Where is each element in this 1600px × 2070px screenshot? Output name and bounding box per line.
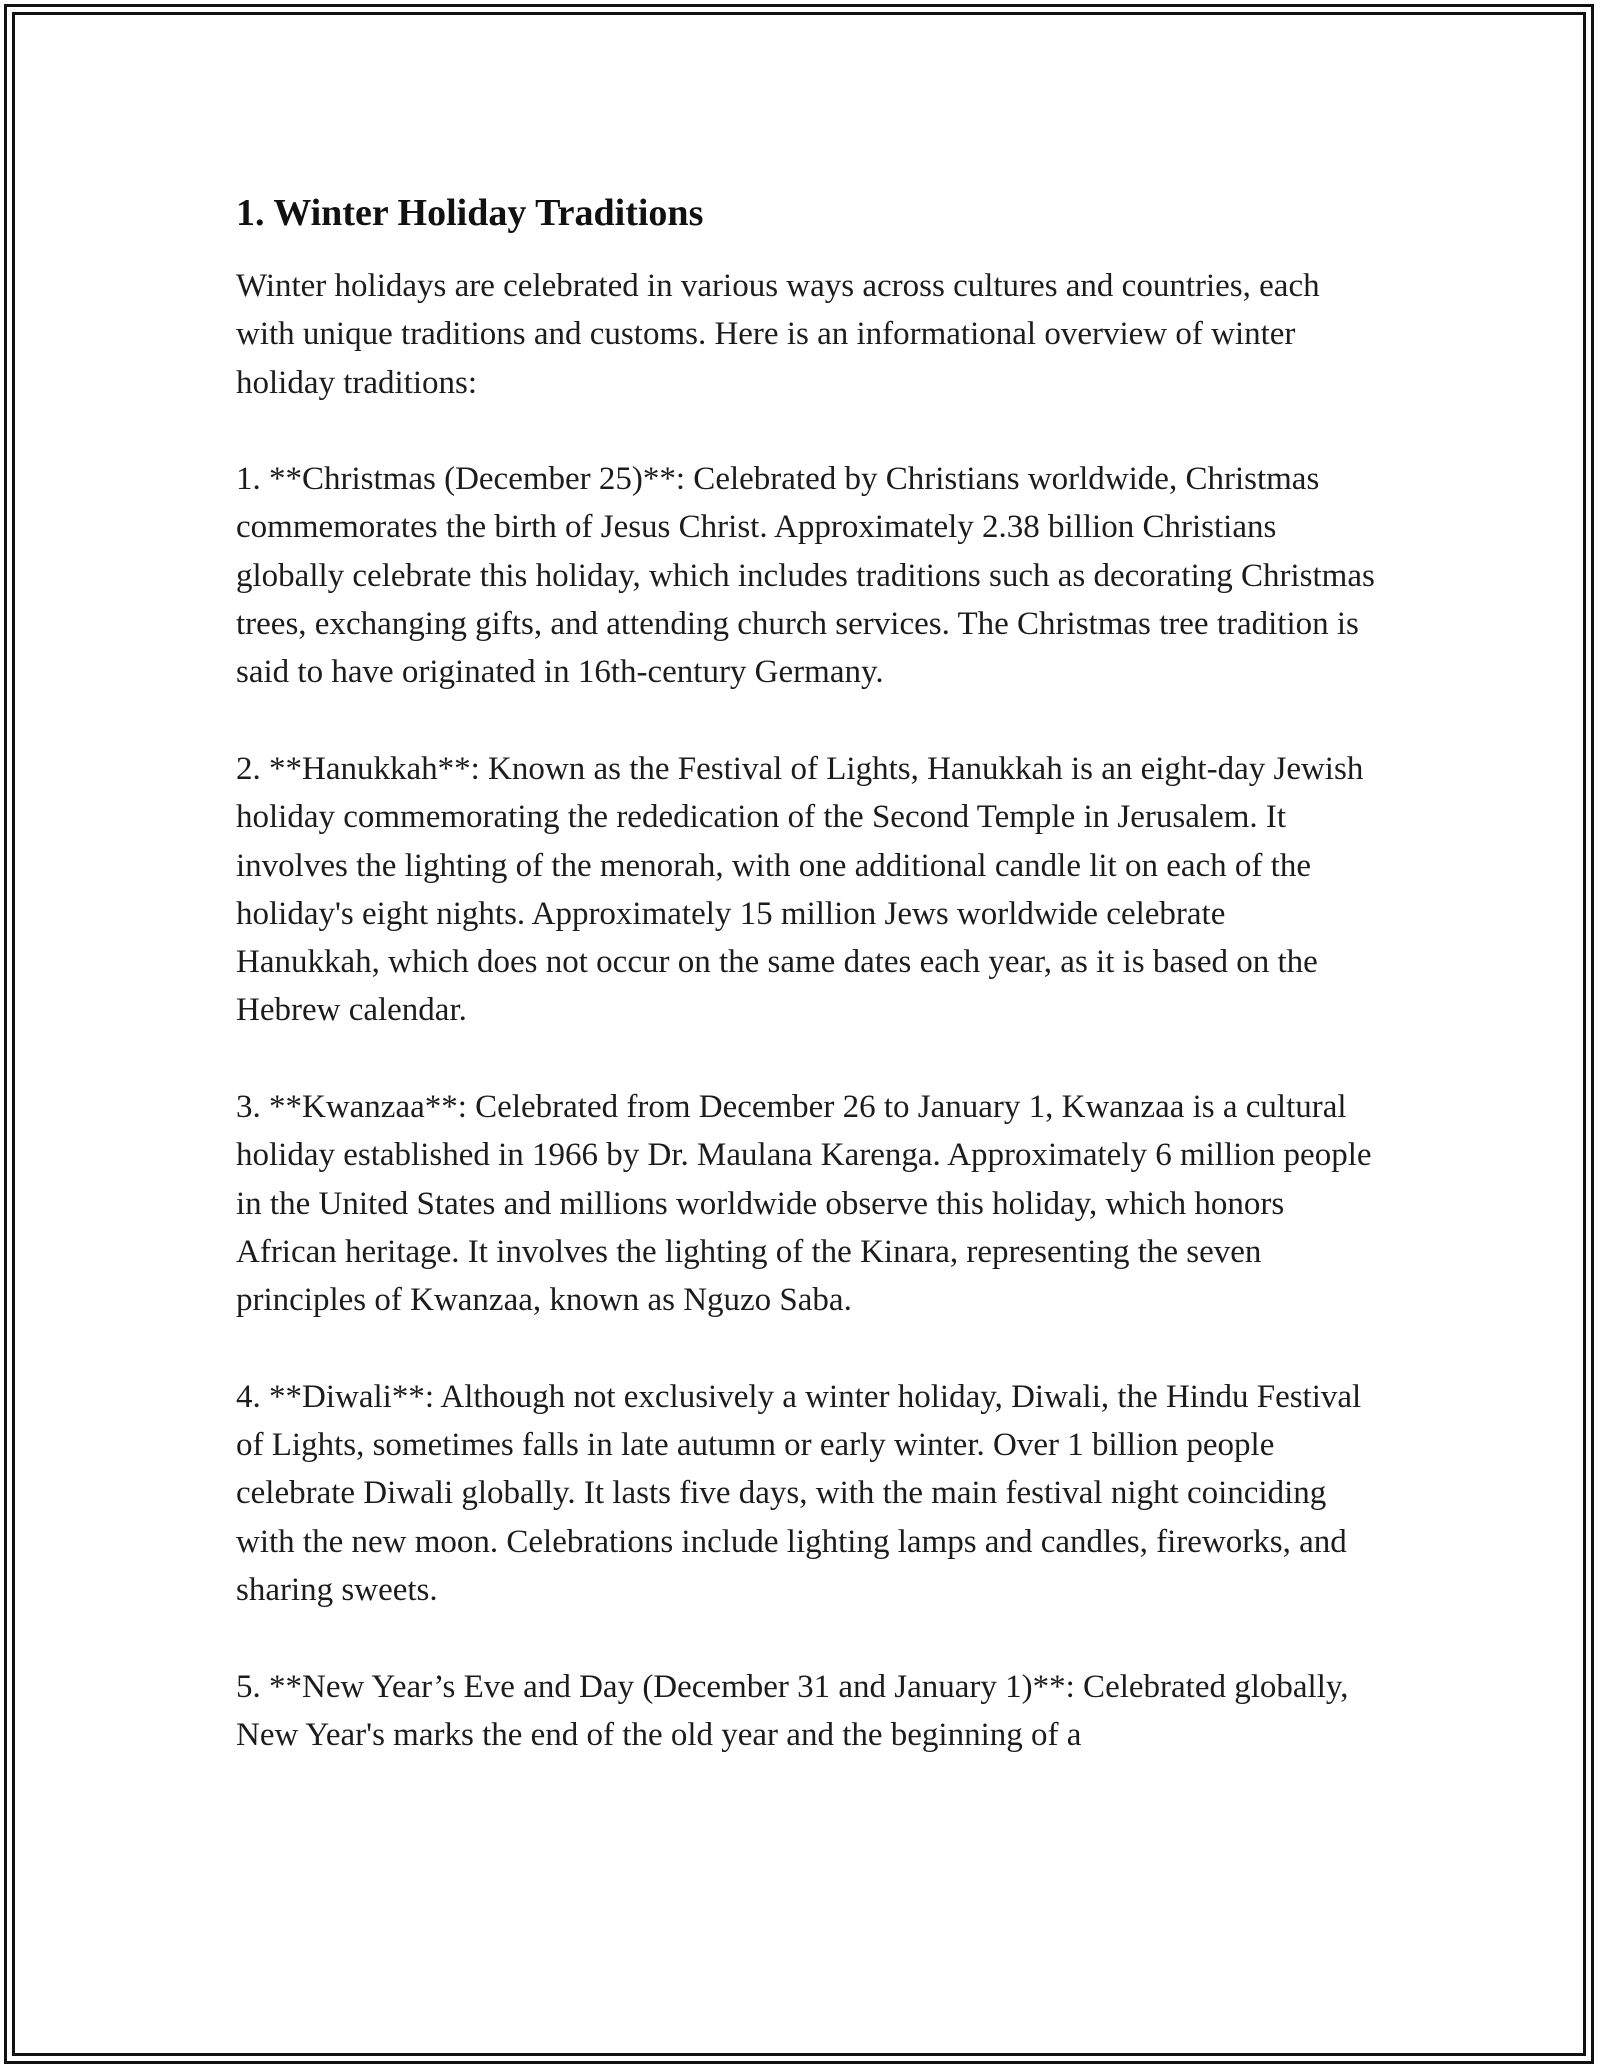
diwali-paragraph: 4. **Diwali**: Although not exclusively a winter holiday, Diwali, the Hindu Festival of Lights, sometimes falls in late autumn or early winter. Over 1 billion people celebrate Diwali globally. It lasts five days, with the main festival night coinciding with the new moon. Celebrations include lighting lamps and candles, fireworks, and sharing sweets. [236,1378,1362,1609]
hanukkah-paragraph: 2. **Hanukkah**: Known as the Festival of Lights, Hanukkah is an eight-day Jewish holiday commemorating the rededication of the Second Temple in Jerusalem. It involves the lighting of the menorah, with one additional candle lit on each of the holiday's eight nights. Approximately 15 million Jews worldwide celebrate Hanukkah, which does not occur on the same dates each year, as it is based on the Hebrew calendar. [236,750,1364,1029]
new-year-paragraph: 5. **New Year’s Eve and Day (December 31 and January 1)**: Celebrated globally, New Year's marks the end of the old year and the beginning of a [236,1668,1349,1753]
intro-paragraph: Winter holidays are celebrated in various ways across cultures and countries, each with unique traditions and customs. Here is an informational overview of winter holiday traditions: [236,268,1320,401]
document-body [236,186,1376,1808]
christmas-paragraph: 1. **Christmas (December 25)**: Celebrated by Christians worldwide, Christmas commemorates the birth of Jesus Christ. Approximately 2.38 billion Christians globally celebrate this holiday, which includes traditions such as decorating Christmas trees, exchanging gifts, and attending church services. The Christmas tree tradition is said to have originated in 16th-century Germany. [236,461,1375,691]
kwanzaa-paragraph: 3. **Kwanzaa**: Celebrated from December 26 to January 1, Kwanzaa is a cultural holiday established in 1966 by Dr. Maulana Karenga. Approximately 6 million people in the United States and millions worldwide observe this holiday, which honors African heritage. It involves the lighting of the Kinara, representing the seven principles of Kwanzaa, known as Nguzo Saba. [236,1089,1372,1319]
section-title: 1. Winter Holiday Traditions [236,192,704,234]
